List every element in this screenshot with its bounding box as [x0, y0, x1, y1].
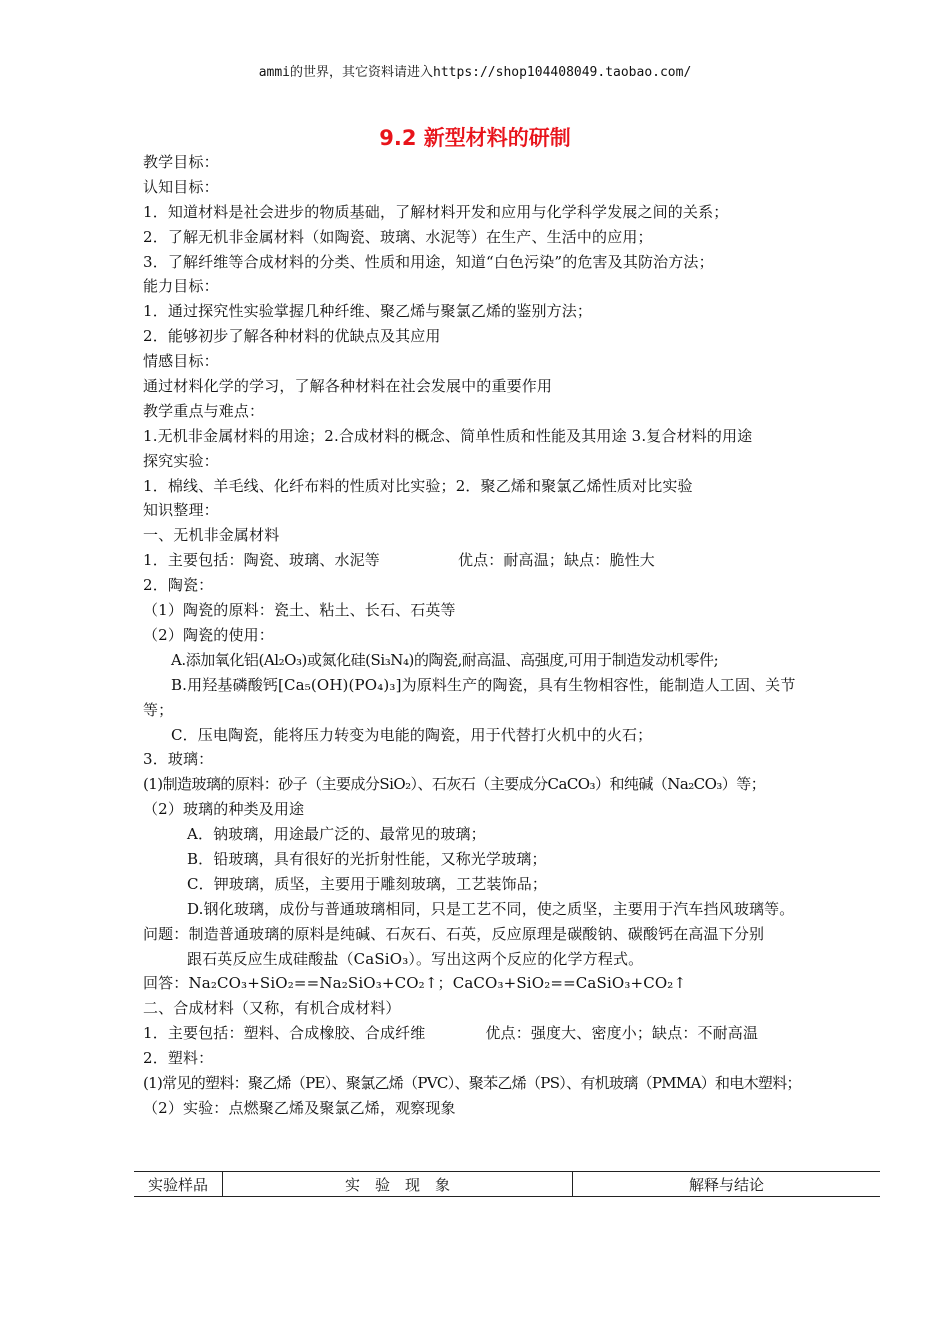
- text-line: 知识整理：: [143, 501, 219, 520]
- table-header-cell: 实验样品: [134, 1172, 223, 1197]
- text-line: 回答：Na₂CO₃+SiO₂==Na₂SiO₃+CO₂↑；CaCO₃+SiO₂==CaSiO₃+CO₂↑: [143, 974, 687, 993]
- text-line: （1）陶瓷的原料：瓷土、粘土、长石、石英等: [143, 601, 456, 620]
- text-line: 探究实验：: [143, 451, 219, 470]
- text-line: 3．了解纤维等合成材料的分类、性质和用途，知道“白色污染”的危害及其防治方法；: [143, 252, 714, 271]
- document-body: [143, 150, 815, 1121]
- text-segment: 优点：强度大、密度小；缺点：不耐高温: [485, 1024, 759, 1043]
- text-line: A．钠玻璃，用途最广泛的、最常见的玻璃；: [187, 825, 486, 844]
- text-line: 二、合成材料（又称，有机合成材料）: [143, 999, 401, 1018]
- text-line: 情感目标：: [143, 352, 219, 371]
- text-line: 通过材料化学的学习，了解各种材料在社会发展中的重要作用: [143, 377, 553, 396]
- text-line: 教学目标：: [143, 153, 219, 171]
- text-line: 认知目标：: [143, 177, 219, 196]
- table-header-cell: 实 验 现 象: [223, 1172, 573, 1197]
- text-line: 1．通过探究性实验掌握几种纤维、聚乙烯与聚氯乙烯的鉴别方法；: [143, 302, 593, 321]
- text-line: C．钾玻璃，质坚，主要用于雕刻玻璃，工艺装饰品；: [187, 874, 548, 893]
- text-line: [143, 548, 815, 573]
- text-line: （2）陶瓷的使用：: [143, 625, 274, 644]
- text-line: (1)制造玻璃的原料：砂子（主要成分SiO₂）、石灰石（主要成分CaCO₃）和纯碱（Na₂CO₃）等；: [143, 775, 766, 794]
- text-line: B．铅玻璃，具有很好的光折射性能，又称光学玻璃；: [187, 849, 547, 868]
- text-line: 问题：制造普通玻璃的原料是纯碱、石灰石、石英，反应原理是碳酸钠、碳酸钙在高温下分别: [143, 924, 765, 943]
- table-header-row: [134, 1172, 880, 1197]
- table-header-cell: 解释与结论: [573, 1172, 881, 1197]
- text-line: 2．塑料：: [143, 1049, 214, 1068]
- text-line: [143, 1021, 815, 1046]
- text-line: 1．棉线、羊毛线、化纤布料的性质对比实验；2．聚乙烯和聚氯乙烯性质对比实验: [143, 476, 693, 495]
- text-segment: 优点：耐高温；缺点：脆性大: [457, 551, 655, 570]
- text-line: 能力目标：: [143, 277, 219, 296]
- text-line: C．压电陶瓷，能将压力转变为电能的陶瓷，用于代替打火机中的火石；: [171, 725, 653, 744]
- text-line: 1.无机非金属材料的用途；2.合成材料的概念、简单性质和性能及其用途 3.复合材料的用途: [143, 426, 753, 445]
- text-line: 教学重点与难点：: [143, 401, 265, 420]
- text-line: 2．了解无机非金属材料（如陶瓷、玻璃、水泥等）在生产、生活中的应用；: [143, 227, 653, 246]
- text-line: B.用羟基磷酸钙[Ca₅(OH)(PO₄)₃]为原料生产的陶瓷，具有生物相容性，能制造人工固、关节等；: [143, 675, 796, 719]
- page-title: 9.2 新型材料的研制: [379, 126, 571, 150]
- text-segment: 1．主要包括：塑料、合成橡胶、合成纤维: [143, 1024, 426, 1043]
- experiment-table: [134, 1171, 880, 1197]
- page-header: ammi的世界，其它资料请进入https://shop104408049.taobao.com/: [258, 65, 692, 80]
- text-line: 一、无机非金属材料: [143, 526, 280, 545]
- text-line: A.添加氧化铝(Al₂O₃)或氮化硅(Si₃N₄)的陶瓷,耐高温、高强度,可用于制造发动机零件;: [171, 650, 719, 669]
- text-line: 1．知道材料是社会进步的物质基础，了解材料开发和应用与化学科学发展之间的关系；: [143, 202, 729, 221]
- text-line: D.钢化玻璃，成份与普通玻璃相同，只是工艺不同，使之质坚，主要用于汽车挡风玻璃等。: [187, 899, 795, 918]
- text-line: （2）玻璃的种类及用途: [143, 800, 305, 819]
- text-line: (1)常见的塑料：聚乙烯（PE）、聚氯乙烯（PVC）、聚苯乙烯（PS）、有机玻璃（PMMA）和电木塑料；: [143, 1074, 801, 1093]
- text-segment: 1．主要包括：陶瓷、玻璃、水泥等: [143, 551, 380, 570]
- text-line: 2．陶瓷：: [143, 576, 214, 595]
- text-line: 3．玻璃：: [143, 750, 214, 769]
- text-line: 跟石英反应生成硅酸盐（CaSiO₃）。写出这两个反应的化学方程式。: [187, 949, 644, 968]
- text-line: （2）实验：点燃聚乙烯及聚氯乙烯，观察现象: [143, 1098, 456, 1117]
- text-line: 2．能够初步了解各种材料的优缺点及其应用: [143, 327, 441, 346]
